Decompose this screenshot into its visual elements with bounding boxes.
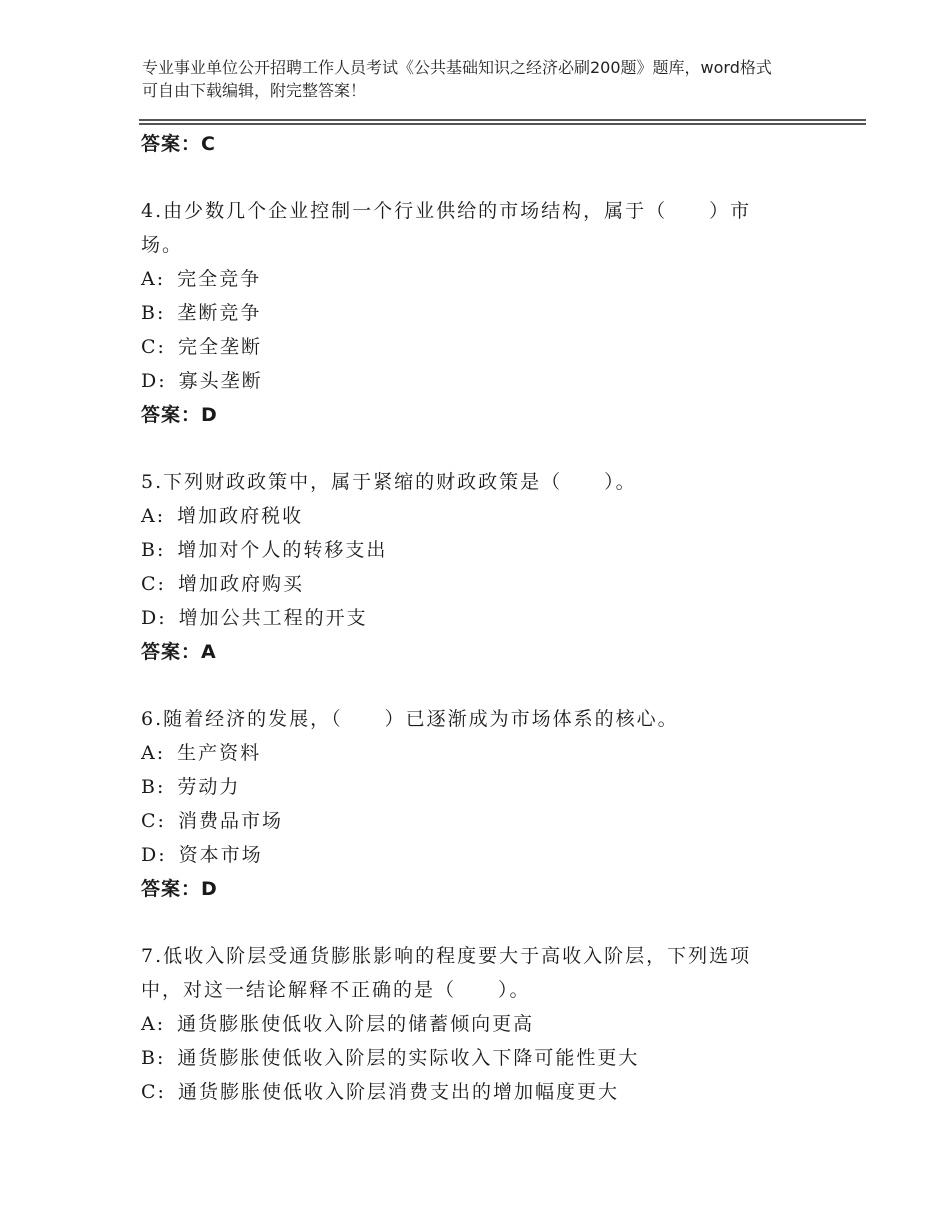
option-c	[141, 330, 791, 364]
option-text: 完全竞争	[177, 268, 262, 290]
option-a	[141, 262, 791, 296]
option-letter: A:	[141, 1013, 166, 1035]
answer-value: D	[201, 404, 218, 426]
option-a	[141, 736, 791, 770]
header-divider-top	[139, 119, 866, 121]
option-b	[141, 770, 791, 804]
question-6	[141, 702, 791, 906]
option-text: 通货膨胀使低收入阶层消费支出的增加幅度更大	[177, 1081, 619, 1103]
option-letter: A:	[141, 505, 166, 527]
answer-value: C	[201, 133, 216, 155]
answer-label: 答案：	[141, 641, 202, 663]
answer-line	[141, 635, 791, 669]
option-text: 增加政府购买	[177, 573, 304, 595]
question-7	[141, 939, 791, 1109]
question-text: 6.随着经济的发展，（ ）已逐渐成为市场体系的核心。	[141, 708, 679, 730]
option-text: 生产资料	[177, 742, 262, 764]
spacer	[141, 669, 791, 702]
option-text: 完全垄断	[177, 336, 262, 358]
option-d	[141, 364, 791, 398]
option-text: 增加政府税收	[177, 505, 304, 527]
answer-value: A	[201, 641, 217, 663]
option-letter: C:	[141, 810, 166, 832]
spacer	[141, 161, 791, 194]
question-5	[141, 465, 791, 669]
question-text: 4.由少数几个企业控制一个行业供给的市场结构，属于（ ）市场。	[141, 200, 752, 256]
question-4	[141, 194, 791, 432]
option-text: 劳动力	[177, 776, 241, 798]
answer-value: D	[201, 878, 218, 900]
option-text: 寡头垄断	[178, 370, 263, 392]
answer-label: 答案：	[141, 133, 202, 155]
answer-line	[141, 872, 791, 906]
document-header	[142, 56, 782, 102]
header-title: 专业事业单位公开招聘工作人员考试《公共基础知识之经济必刷200题》题库，word格式可自由下载编辑，附完整答案！	[142, 58, 772, 100]
option-text: 消费品市场	[177, 810, 283, 832]
header-divider-bottom	[139, 123, 866, 125]
option-d	[141, 601, 791, 635]
option-letter: B:	[141, 539, 166, 561]
option-text: 增加对个人的转移支出	[177, 539, 388, 561]
option-c	[141, 567, 791, 601]
option-c	[141, 804, 791, 838]
option-b	[141, 533, 791, 567]
option-letter: A:	[141, 268, 166, 290]
option-c	[141, 1075, 791, 1109]
option-letter: A:	[141, 742, 166, 764]
option-letter: C:	[141, 1081, 166, 1103]
option-letter: B:	[141, 1047, 166, 1069]
question-text: 5.下列财政政策中，属于紧缩的财政政策是（ ）。	[141, 471, 637, 493]
page-content	[141, 127, 791, 1109]
option-d	[141, 838, 791, 872]
spacer	[141, 906, 791, 939]
option-letter: B:	[141, 302, 166, 324]
option-b	[141, 296, 791, 330]
option-text: 增加公共工程的开支	[178, 607, 368, 629]
option-a	[141, 499, 791, 533]
option-text: 通货膨胀使低收入阶层的储蓄倾向更高	[177, 1013, 535, 1035]
option-letter: C:	[141, 573, 166, 595]
option-text: 资本市场	[178, 844, 263, 866]
option-letter: B:	[141, 776, 166, 798]
option-text: 垄断竞争	[177, 302, 262, 324]
option-text: 通货膨胀使低收入阶层的实际收入下降可能性更大	[177, 1047, 640, 1069]
option-b	[141, 1041, 791, 1075]
answer-label: 答案：	[141, 404, 202, 426]
answer-label: 答案：	[141, 878, 202, 900]
option-letter: D:	[141, 844, 167, 866]
option-letter: C:	[141, 336, 166, 358]
option-letter: D:	[141, 370, 167, 392]
spacer	[141, 432, 791, 465]
option-a	[141, 1007, 791, 1041]
answer-line	[141, 127, 791, 161]
option-letter: D:	[141, 607, 167, 629]
question-text: 7.低收入阶层受通货膨胀影响的程度要大于高收入阶层，下列选项中，对这一结论解释不正确的是（ ）。	[141, 945, 752, 1001]
answer-line	[141, 398, 791, 432]
